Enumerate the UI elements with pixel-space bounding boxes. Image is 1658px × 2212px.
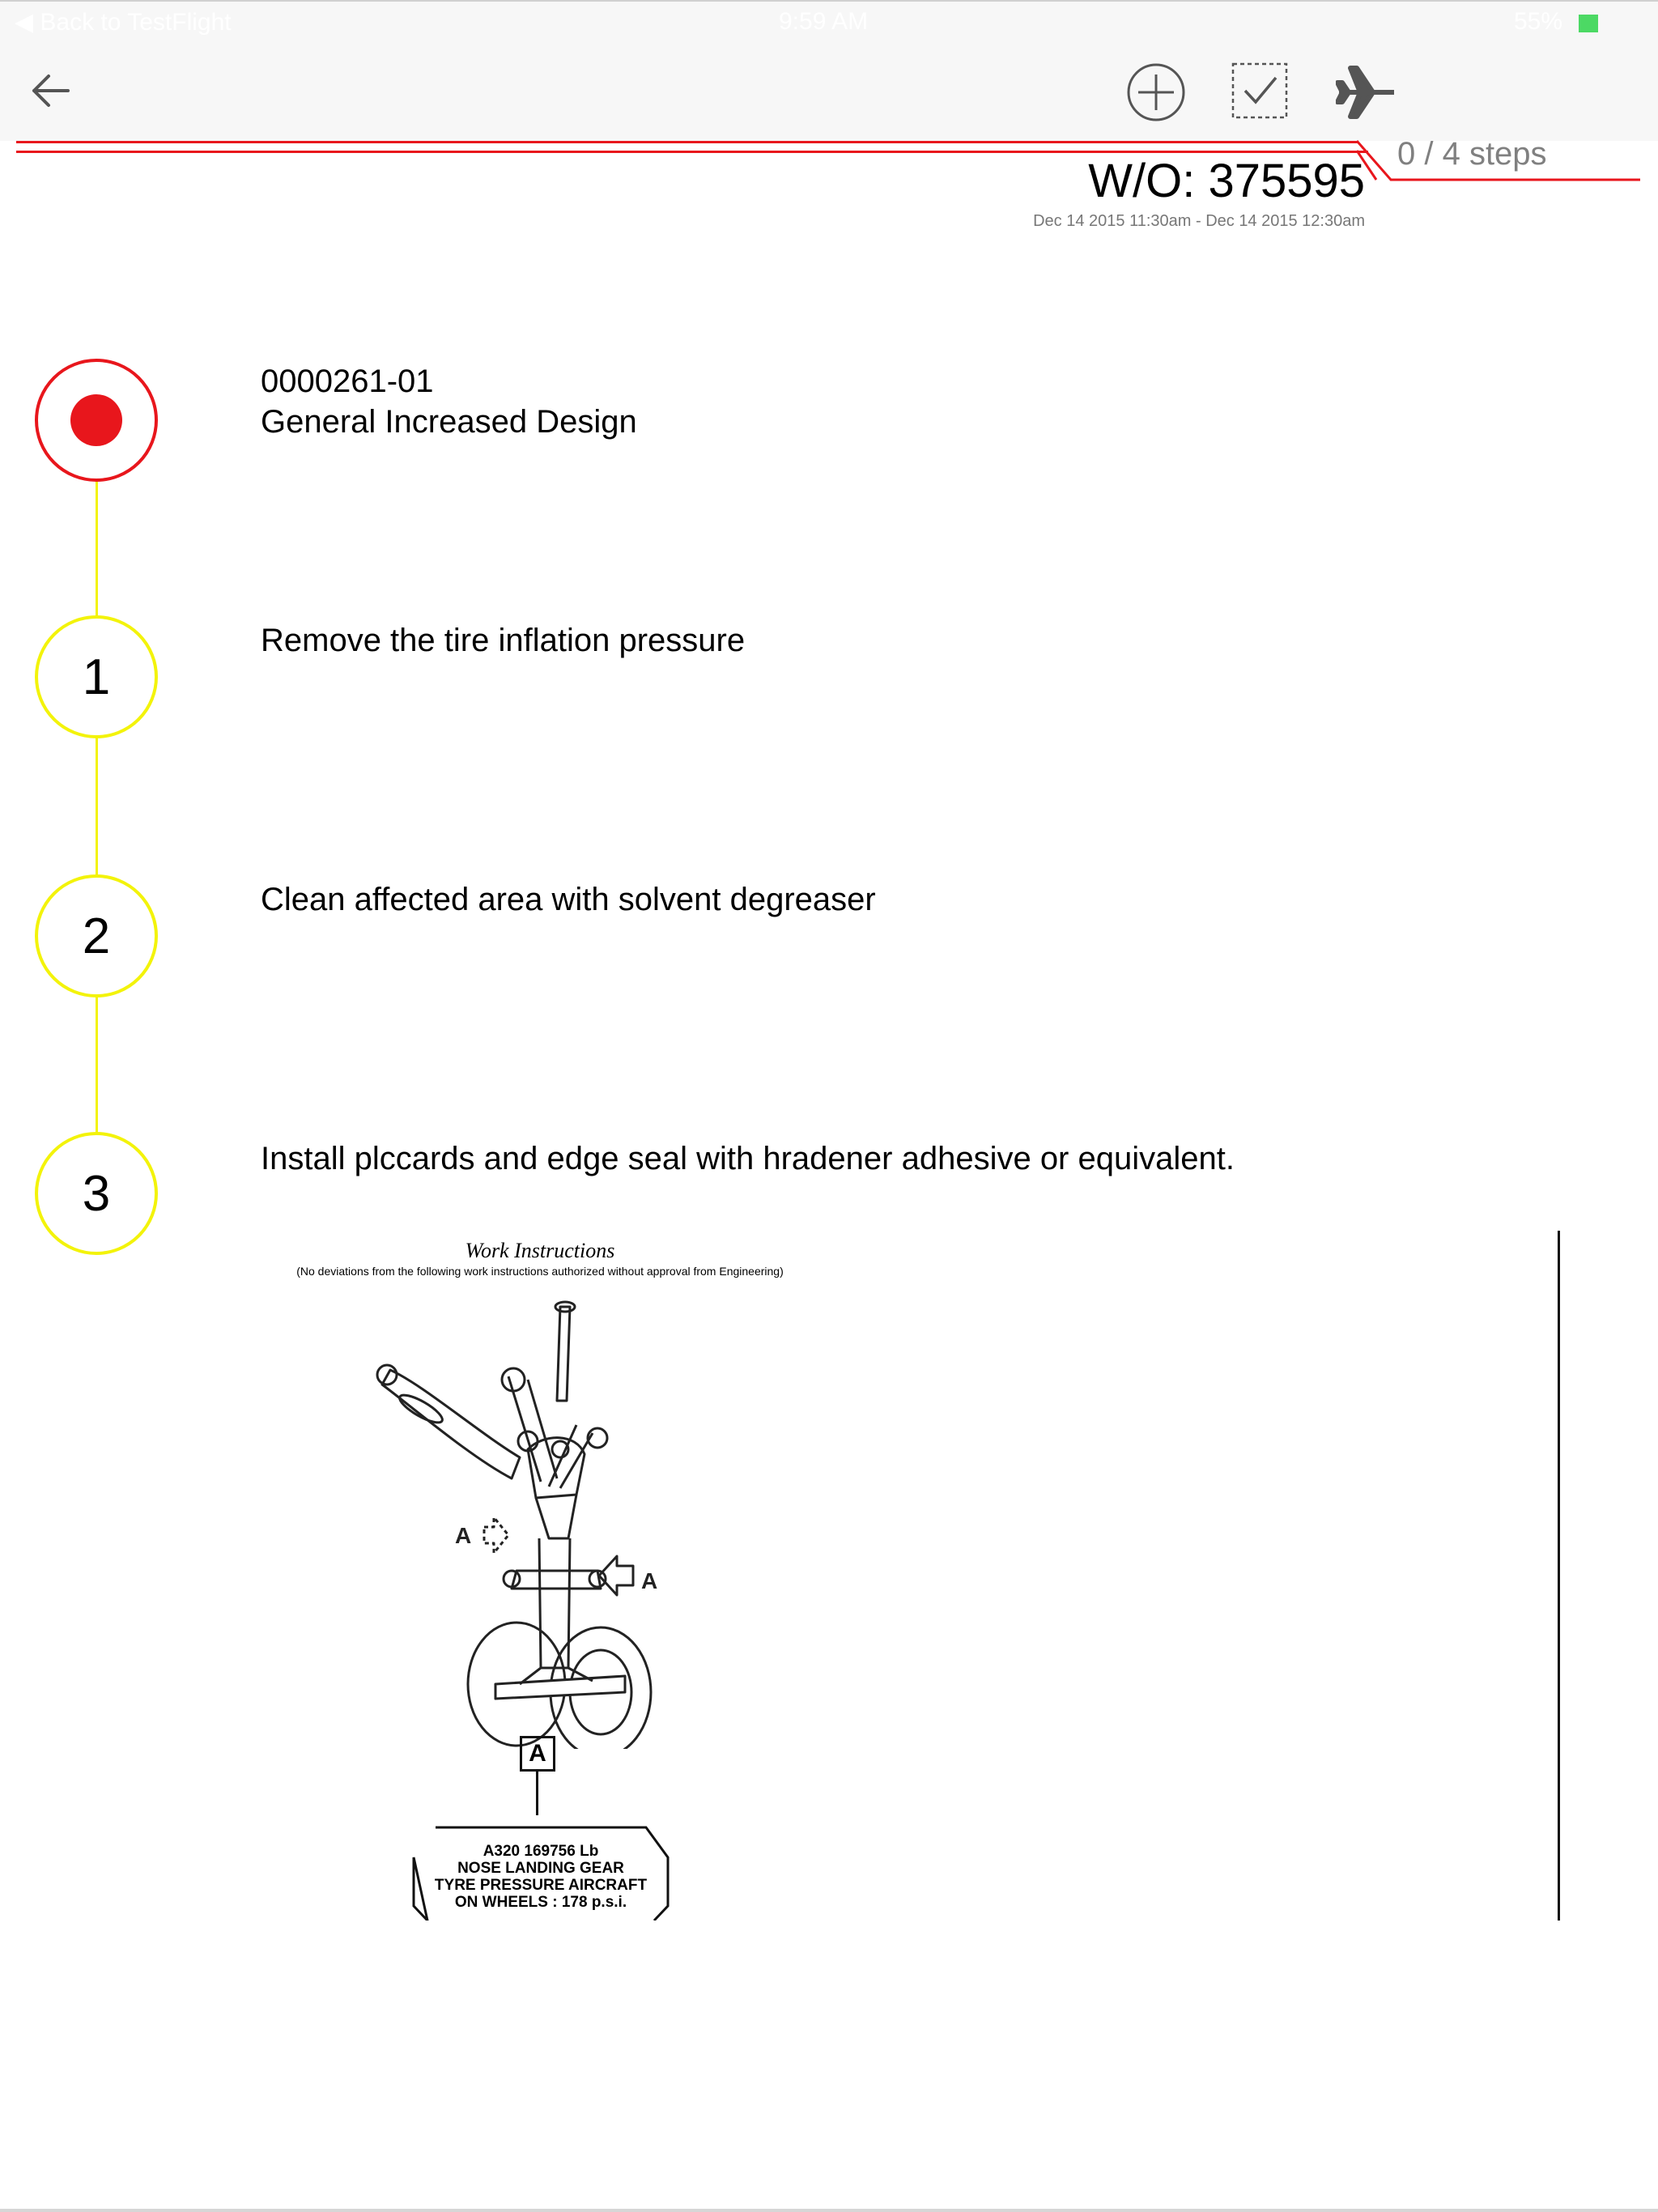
- placard-line-1: A320 169756 Lb: [483, 1843, 599, 1860]
- back-to-testflight-link[interactable]: ◀ Back to TestFlight: [15, 9, 232, 36]
- step-1-text: Remove the tire inflation pressure: [261, 623, 746, 658]
- battery-icon: [1579, 15, 1598, 32]
- record-dot-icon: [70, 394, 122, 446]
- header-step-code: 0000261-01: [261, 364, 434, 399]
- plus-circle-icon[interactable]: [1125, 62, 1187, 123]
- work-order-title: W/O: 375595: [1088, 155, 1365, 207]
- callout-a-box: A: [520, 1736, 555, 1772]
- step-1-indicator[interactable]: [35, 615, 158, 738]
- step-2-number: 2: [82, 908, 111, 964]
- work-order-date-range: Dec 14 2015 11:30am - Dec 14 2015 12:30am: [1033, 212, 1365, 230]
- battery-percent: 55%: [1514, 8, 1563, 35]
- placard-text: [411, 1843, 670, 1911]
- step-timeline: [96, 470, 98, 1182]
- active-step-indicator[interactable]: [35, 359, 158, 482]
- arrow-label-a-left: A: [455, 1523, 472, 1548]
- step-2-text: Clean affected area with solvent degreaser: [261, 882, 876, 917]
- step-2-indicator[interactable]: [35, 874, 158, 998]
- landing-gear-diagram: [358, 1295, 698, 1749]
- status-time: 9:59 AM: [779, 8, 869, 35]
- arrow-label-a-right: A: [641, 1568, 658, 1593]
- attachment-scroll-indicator[interactable]: [1558, 1231, 1560, 1921]
- arrow-left-icon[interactable]: [28, 68, 73, 113]
- nav-bar: [0, 45, 1658, 141]
- work-instructions-attachment[interactable]: [261, 1231, 1559, 1921]
- step-3-indicator[interactable]: [35, 1132, 158, 1255]
- steps-progress: 0 / 4 steps: [1397, 136, 1547, 172]
- airplane-icon[interactable]: [1336, 63, 1397, 121]
- header-line-bottom: [16, 151, 1368, 153]
- header-line-top: [16, 141, 1358, 143]
- placard-line-3: TYRE PRESSURE AIRCRAFT: [434, 1877, 648, 1894]
- attachment-title: Work Instructions: [465, 1239, 615, 1262]
- placard-line-2: NOSE LANDING GEAR: [457, 1860, 624, 1877]
- checkbox-icon[interactable]: [1231, 62, 1289, 120]
- status-bar: [0, 0, 1658, 45]
- header-step-name: General Increased Design: [261, 404, 637, 440]
- bottom-border: [0, 2209, 1658, 2212]
- step-3-number: 3: [82, 1165, 111, 1222]
- attachment-subtitle: (No deviations from the following work instructions authorized without approval from Engineering): [296, 1265, 784, 1278]
- callout-leader-line: [536, 1772, 538, 1815]
- step-1-number: 1: [82, 649, 111, 705]
- step-3-text: Install plccards and edge seal with hradener adhesive or equivalent.: [261, 1141, 1235, 1176]
- placard-line-4: ON WHEELS : 178 p.s.i.: [454, 1894, 627, 1911]
